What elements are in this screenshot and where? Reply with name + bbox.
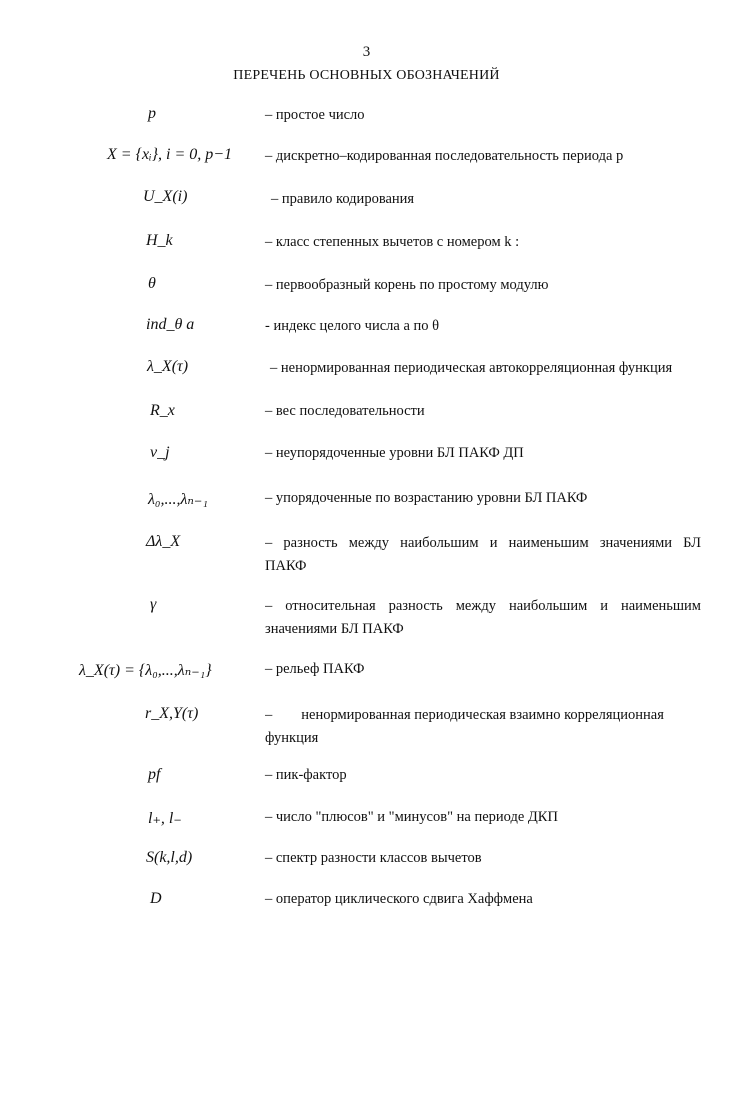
notation-description: – пик-фактор xyxy=(265,767,347,783)
notation-description-line: – ненормированная периодическая взаимно корреляционная xyxy=(265,707,664,723)
notation-symbol: X = {xᵢ}, i = 0, p−1 xyxy=(107,146,233,163)
notation-description-line: функция xyxy=(265,730,319,746)
notation-symbol: H_k xyxy=(146,232,173,249)
notation-description: – класс степенных вычетов с номером k : xyxy=(265,234,520,250)
notation-description: – спектр разности классов вычетов xyxy=(265,850,482,866)
notation-description: – число "плюсов" и "минусов" на периоде ДКП xyxy=(265,809,558,825)
notation-symbol: S(k,l,d) xyxy=(146,849,193,866)
notation-description: – рельеф ПАКФ xyxy=(265,661,365,677)
notation-description: – оператор циклического сдвига Хаффмена xyxy=(265,891,533,907)
notation-symbol: λ_X(τ) xyxy=(147,358,189,375)
notation-description: – правило кодирования xyxy=(271,191,415,207)
notation-symbol: λ_X(τ) = {λ₀,...,λₙ₋₁} xyxy=(79,662,212,679)
notation-description: – упорядоченные по возрастанию уровни БЛ ПАКФ xyxy=(265,490,588,506)
notation-symbol: p xyxy=(148,105,156,122)
notation-symbol: pf xyxy=(148,766,161,783)
notation-symbol: l₊, l₋ xyxy=(148,810,182,827)
notation-symbol: r_X,Y(τ) xyxy=(145,705,199,722)
notation-description: - индекс целого числа a по θ xyxy=(265,318,440,334)
page-title: ПЕРЕЧЕНЬ ОСНОВНЫХ ОБОЗНАЧЕНИЙ xyxy=(233,68,500,83)
notation-symbol: D xyxy=(150,890,162,907)
notation-description: – дискретно–кодированная последовательность периода p xyxy=(265,148,624,164)
notation-description-line: значениями БЛ ПАКФ xyxy=(265,621,404,637)
notation-description-line: – относительная разность между наибольшим и наименьшим xyxy=(265,598,701,614)
notation-description-line: ПАКФ xyxy=(265,558,307,574)
notation-symbol: γ xyxy=(150,596,157,613)
notation-symbol: Δλ_X xyxy=(146,533,181,550)
notation-description: – ненормированная периодическая автокорреляционная функция xyxy=(270,360,673,376)
notation-symbol: U_X(i) xyxy=(143,188,188,205)
notation-description: – простое число xyxy=(265,107,365,123)
notation-description: – вес последовательности xyxy=(265,403,425,419)
page-number: 3 xyxy=(362,44,371,60)
notation-symbol: v_j xyxy=(150,444,170,461)
notation-description-line: – разность между наибольшим и наименьшим значениями БЛ xyxy=(265,535,701,551)
notation-symbol: λ₀,...,λₙ₋₁ xyxy=(148,491,208,508)
notation-description: – первообразный корень по простому модулю xyxy=(265,277,549,293)
notation-description: – неупорядоченные уровни БЛ ПАКФ ДП xyxy=(265,445,524,461)
notation-symbol: ind_θ a xyxy=(146,316,195,333)
notation-symbol: θ xyxy=(148,275,156,292)
notation-symbol: R_x xyxy=(150,402,175,419)
